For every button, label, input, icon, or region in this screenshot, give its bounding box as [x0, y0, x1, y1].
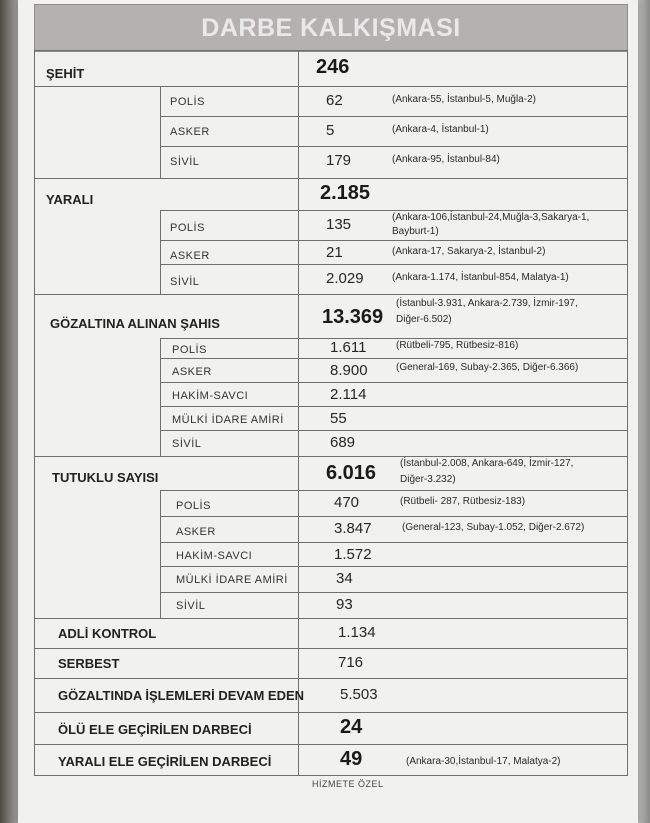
- yarali-asker-label: ASKER: [170, 250, 210, 262]
- yarali-value: 2.185: [320, 182, 371, 204]
- serbest-label: SERBEST: [58, 656, 120, 671]
- row-line: [160, 406, 628, 407]
- sehit-sivil-label: SİVİL: [170, 156, 200, 168]
- sehit-polis-label: POLİS: [170, 96, 205, 108]
- sehit-sivil-value: 179: [326, 152, 352, 169]
- gozaltina-mulki-label: MÜLKİ İDARE AMİRİ: [172, 414, 284, 426]
- gozaltina-label: GÖZALTINA ALINAN ŞAHIS: [50, 316, 220, 331]
- sehit-asker-label: ASKER: [170, 126, 210, 138]
- gozaltina-sivil-label: SİVİL: [172, 438, 202, 450]
- gozaltina-value: 13.369: [322, 306, 384, 328]
- row-line: [160, 566, 628, 567]
- serbest-value: 716: [338, 654, 364, 671]
- row-line: [34, 294, 628, 295]
- row-line: [160, 592, 628, 593]
- devam-value: 5.503: [340, 686, 378, 703]
- row-line: [34, 744, 628, 745]
- yarali-polis-value: 135: [326, 216, 352, 233]
- divider: [160, 210, 161, 294]
- sehit-asker-note: (Ankara-4, İstanbul-1): [392, 124, 489, 135]
- row-line: [160, 382, 628, 383]
- gozaltina-asker-note: (General-169, Subay-2.365, Diğer-6.366): [396, 362, 579, 373]
- tutuklu-value: 6.016: [326, 462, 377, 484]
- devam-label: GÖZALTINDA İŞLEMLERİ DEVAM EDEN: [58, 688, 305, 703]
- row-line: [34, 86, 628, 87]
- divider: [298, 50, 299, 618]
- tutuklu-note-2: Diğer-3.232): [400, 474, 456, 485]
- row-line: [160, 210, 628, 211]
- tutuklu-sivil-value: 93: [336, 596, 353, 613]
- row-line: [34, 678, 628, 679]
- row-line: [160, 542, 628, 543]
- divider: [160, 490, 161, 618]
- document-title: DARBE KALKIŞMASI: [34, 4, 628, 52]
- row-line: [160, 264, 628, 265]
- gozaltina-polis-label: POLİS: [172, 344, 207, 356]
- sehit-asker-value: 5: [326, 122, 335, 139]
- tutuklu-hakim-label: HAKİM-SAVCI: [176, 550, 253, 562]
- tutuklu-mulki-value: 34: [336, 570, 353, 587]
- sehit-polis-note: (Ankara-55, İstanbul-5, Muğla-2): [392, 94, 536, 105]
- yarali-darbeci-label: YARALI ELE GEÇİRİLEN DARBECİ: [58, 754, 272, 769]
- divider: [160, 86, 161, 178]
- sehit-label: ŞEHİT: [46, 66, 85, 81]
- gozaltina-polis-note: (Rütbeli-795, Rütbesiz-816): [396, 340, 519, 351]
- row-line: [34, 712, 628, 713]
- yarali-darbeci-note: (Ankara-30,İstanbul-17, Malatya-2): [406, 756, 561, 767]
- gozaltina-sivil-value: 689: [330, 434, 356, 451]
- adli-value: 1.134: [338, 624, 376, 641]
- row-line: [160, 146, 628, 147]
- background-right: [636, 0, 650, 823]
- tutuklu-polis-note: (Rütbeli- 287, Rütbesiz-183): [400, 496, 526, 507]
- yarali-polis-note-1: (Ankara-106,İstanbul-24,Muğla-3,Sakarya-1,: [392, 212, 590, 223]
- gozaltina-polis-value: 1.611: [330, 339, 367, 356]
- gozaltina-asker-value: 8.900: [330, 362, 368, 379]
- divider: [160, 338, 161, 456]
- gozaltina-asker-label: ASKER: [172, 366, 212, 378]
- row-line: [160, 358, 628, 359]
- row-line: [34, 178, 628, 179]
- tutuklu-asker-label: ASKER: [176, 526, 216, 538]
- row-line: [34, 648, 628, 649]
- tutuklu-asker-value: 3.847: [334, 520, 372, 537]
- yarali-polis-note-2: Bayburt-1): [392, 226, 439, 237]
- tutuklu-polis-label: POLİS: [176, 500, 211, 512]
- yarali-sivil-value: 2.029: [326, 270, 364, 287]
- yarali-asker-value: 21: [326, 244, 343, 261]
- tutuklu-label: TUTUKLU SAYISI: [52, 470, 159, 485]
- adli-label: ADLİ KONTROL: [58, 626, 157, 641]
- tutuklu-asker-note: (General-123, Subay-1.052, Diğer-2.672): [402, 522, 585, 533]
- tutuklu-mulki-label: MÜLKİ İDARE AMİRİ: [176, 574, 288, 586]
- footer-stamp: HİZMETE ÖZEL: [312, 779, 384, 789]
- yarali-asker-note: (Ankara-17, Sakarya-2, İstanbul-2): [392, 246, 546, 257]
- yarali-sivil-label: SİVİL: [170, 276, 200, 288]
- yarali-label: YARALI: [46, 192, 94, 207]
- sehit-sivil-note: (Ankara-95, İstanbul-84): [392, 154, 500, 165]
- tutuklu-polis-value: 470: [334, 494, 360, 511]
- yarali-darbeci-value: 49: [340, 748, 363, 770]
- olu-label: ÖLÜ ELE GEÇİRİLEN DARBECİ: [58, 722, 252, 737]
- row-line: [160, 338, 628, 339]
- row-line: [160, 116, 628, 117]
- gozaltina-hakim-value: 2.114: [330, 386, 367, 403]
- sehit-value: 246: [316, 56, 350, 78]
- tutuklu-note-1: (İstanbul-2.008, Ankara-649, İzmir-127,: [400, 458, 574, 469]
- gozaltina-note-1: (İstanbul-3.931, Ankara-2.739, İzmir-197,: [396, 298, 578, 309]
- gozaltina-mulki-value: 55: [330, 410, 347, 427]
- row-line: [160, 240, 628, 241]
- tutuklu-hakim-value: 1.572: [334, 546, 372, 563]
- yarali-polis-label: POLİS: [170, 222, 205, 234]
- sehit-polis-value: 62: [326, 92, 343, 109]
- olu-value: 24: [340, 716, 363, 738]
- row-line: [34, 618, 628, 619]
- gozaltina-note-2: Diğer-6.502): [396, 314, 452, 325]
- gozaltina-hakim-label: HAKİM-SAVCI: [172, 390, 249, 402]
- row-line: [34, 456, 628, 457]
- yarali-sivil-note: (Ankara-1.174, İstanbul-854, Malatya-1): [392, 272, 569, 283]
- row-line: [160, 490, 628, 491]
- tutuklu-sivil-label: SİVİL: [176, 600, 206, 612]
- row-line: [160, 516, 628, 517]
- row-line: [160, 430, 628, 431]
